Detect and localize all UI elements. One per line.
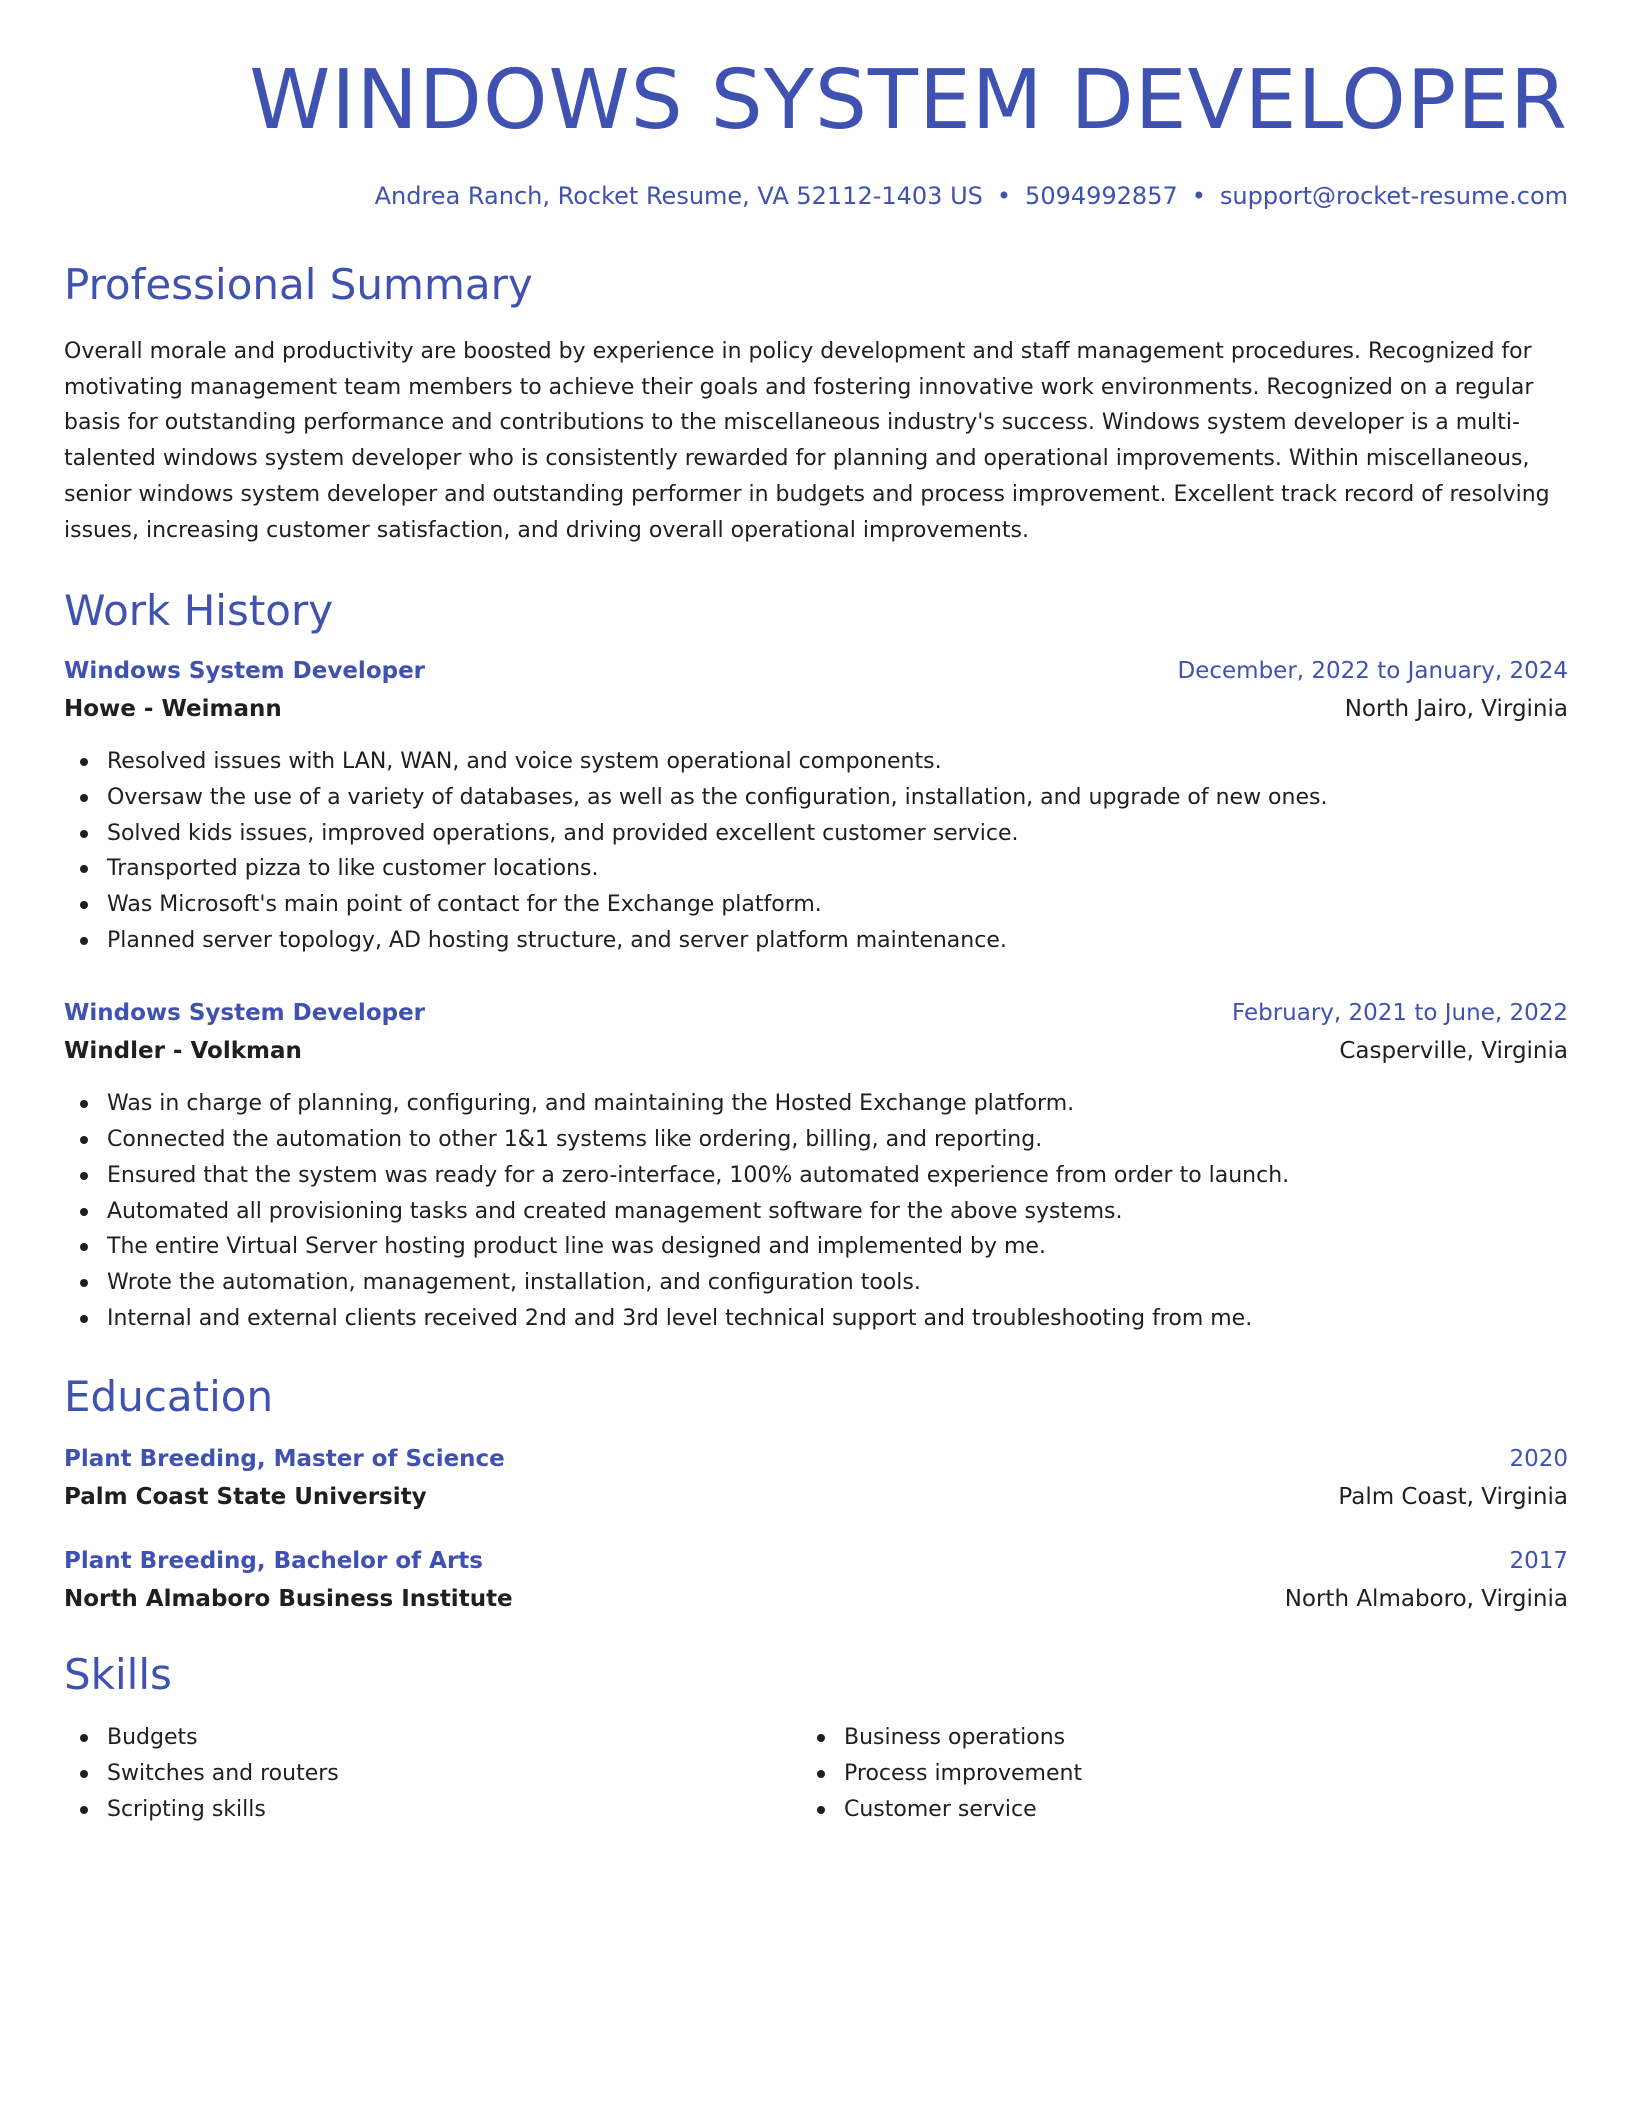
job-bullet: Transported pizza to like customer locations. bbox=[64, 851, 1568, 887]
education-school: North Almaboro Business Institute bbox=[64, 1586, 513, 1613]
job-bullet: The entire Virtual Server hosting product line was designed and implemented by me. bbox=[64, 1229, 1568, 1265]
job-location: North Jairo, Virginia bbox=[1344, 696, 1568, 723]
education-degree: Plant Breeding, Master of Science bbox=[64, 1446, 505, 1473]
contact-separator: • bbox=[996, 182, 1012, 210]
education-school-row bbox=[64, 1586, 1568, 1612]
job-bullet: Solved kids issues, improved operations, and provided excellent customer service. bbox=[64, 816, 1568, 852]
job-location: Casperville, Virginia bbox=[1339, 1038, 1568, 1065]
skills-grid bbox=[64, 1720, 1568, 1827]
resume-name: WINDOWS SYSTEM DEVELOPER bbox=[249, 53, 1568, 148]
job-bullet: Wrote the automation, management, installation, and configuration tools. bbox=[64, 1265, 1568, 1301]
education-year: 2017 bbox=[1509, 1548, 1568, 1575]
education-entry bbox=[64, 1446, 1568, 1510]
summary-text: Overall morale and productivity are boosted by experience in policy development and staff management procedures. Recognized for motivating management team members to achieve their goals and fostering innovative work environments. Recognized on a regular basis for outstanding performance and contributions to the miscellaneous industry's success. Windows system developer is a multi-talented windows system developer who is consistently rewarded for planning and operational improvements. Within miscellaneous, senior windows system developer and outstanding performer in budgets and process improvement. Excellent track record of resolving issues, increasing customer satisfaction, and driving overall operational improvements. bbox=[64, 339, 1550, 543]
contact-address: Andrea Ranch, Rocket Resume, VA 52112-1403 US bbox=[374, 182, 983, 210]
job-header bbox=[64, 1000, 1568, 1026]
job-bullet: Was Microsoft's main point of contact for the Exchange platform. bbox=[64, 887, 1568, 923]
job-title: Windows System Developer bbox=[64, 1000, 426, 1027]
job-bullet: Resolved issues with LAN, WAN, and voice system operational components. bbox=[64, 744, 1568, 780]
education-header bbox=[64, 1446, 1568, 1472]
job-company: Windler - Volkman bbox=[64, 1038, 302, 1065]
job-bullet: Automated all provisioning tasks and created management software for the above systems. bbox=[64, 1194, 1568, 1230]
job-dates: February, 2021 to June, 2022 bbox=[1231, 1000, 1568, 1027]
job-company-row bbox=[64, 1038, 1568, 1064]
skill-item: Customer service bbox=[801, 1792, 1538, 1828]
job-header bbox=[64, 658, 1568, 684]
skills-column-left bbox=[64, 1720, 801, 1827]
contact-phone: 5094992857 bbox=[1025, 182, 1178, 210]
contact-email: support@rocket-resume.com bbox=[1219, 182, 1568, 210]
skill-item: Business operations bbox=[801, 1720, 1538, 1756]
job-bullet: Oversaw the use of a variety of databases, as well as the configuration, installation, and upgrade of new ones. bbox=[64, 780, 1568, 816]
section-title-skills: Skills bbox=[64, 1650, 172, 1700]
job-bullet: Internal and external clients received 2nd and 3rd level technical support and troubleshooting from me. bbox=[64, 1301, 1568, 1337]
section-title-work-history: Work History bbox=[64, 586, 334, 636]
skills-column-right bbox=[801, 1720, 1538, 1827]
contact-line bbox=[64, 182, 1568, 210]
education-school: Palm Coast State University bbox=[64, 1484, 427, 1511]
job-entry bbox=[64, 658, 1568, 958]
job-entry bbox=[64, 1000, 1568, 1336]
job-bullet: Planned server topology, AD hosting structure, and server platform maintenance. bbox=[64, 923, 1568, 959]
education-year: 2020 bbox=[1509, 1446, 1568, 1473]
job-company-row bbox=[64, 696, 1568, 722]
contact-separator: • bbox=[1191, 182, 1206, 210]
skill-item: Process improvement bbox=[801, 1756, 1538, 1792]
skill-item: Budgets bbox=[64, 1720, 801, 1756]
section-title-summary: Professional Summary bbox=[64, 260, 533, 309]
job-bullets bbox=[64, 744, 1568, 958]
job-dates: December, 2022 to January, 2024 bbox=[1177, 658, 1568, 685]
education-degree: Plant Breeding, Bachelor of Arts bbox=[64, 1548, 483, 1575]
education-header bbox=[64, 1548, 1568, 1574]
education-location: Palm Coast, Virginia bbox=[1338, 1484, 1568, 1511]
job-bullet: Was in charge of planning, configuring, and maintaining the Hosted Exchange platform. bbox=[64, 1086, 1568, 1122]
section-title-education: Education bbox=[64, 1372, 274, 1422]
job-bullet: Connected the automation to other 1&1 systems like ordering, billing, and reporting. bbox=[64, 1122, 1568, 1158]
job-bullets bbox=[64, 1086, 1568, 1336]
education-entry bbox=[64, 1548, 1568, 1612]
job-company: Howe - Weimann bbox=[64, 696, 282, 723]
skill-item: Switches and routers bbox=[64, 1756, 801, 1792]
skill-item: Scripting skills bbox=[64, 1792, 801, 1828]
education-school-row bbox=[64, 1484, 1568, 1510]
job-bullet: Ensured that the system was ready for a zero-interface, 100% automated experience from order to launch. bbox=[64, 1158, 1568, 1194]
education-location: North Almaboro, Virginia bbox=[1284, 1586, 1568, 1613]
job-title: Windows System Developer bbox=[64, 658, 426, 685]
